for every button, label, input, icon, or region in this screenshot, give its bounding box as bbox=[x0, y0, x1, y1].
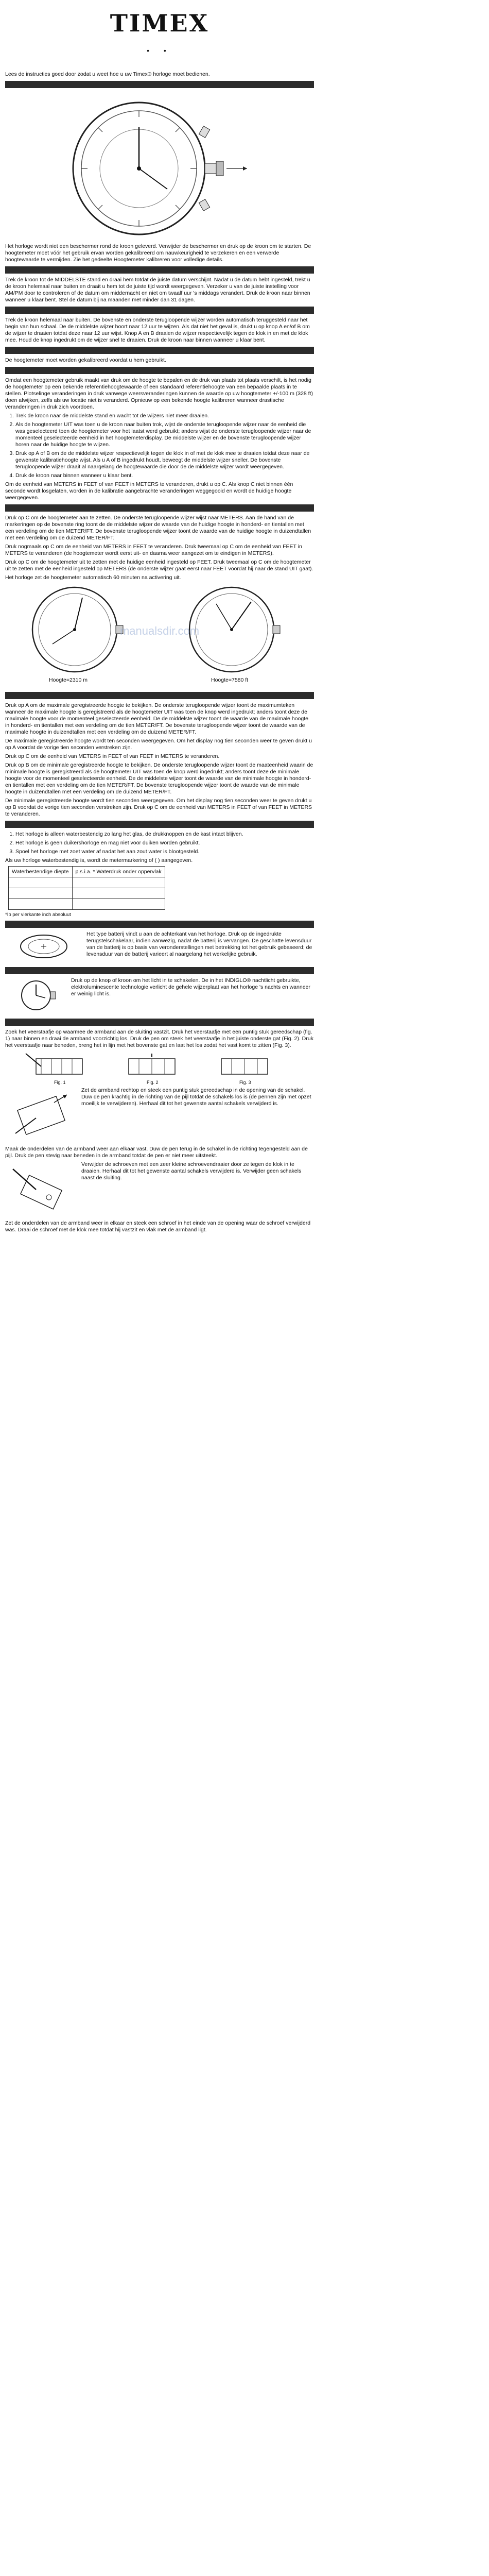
crown-text: Het horloge wordt niet een beschermer rond de kroon geleverd. Verwijder de beschermer en druk op de kroon om te starten. De hoogtemeter moet vóór het gebruik ervan worden gekalibreerd om nauwkeurigheid te verzekeren en een verwerde hoogtewaarde te vermijden. Zie het gedeelte Hoogtemeter kalibreren voor volledige details. bbox=[5, 243, 311, 263]
left-dial bbox=[32, 587, 123, 672]
water-lead: Als uw horloge waterbestendig is, wordt de metermarkering of ( ) aangegeven. bbox=[5, 857, 193, 863]
table-cell bbox=[72, 888, 165, 899]
unit-change-text: Om de eenheid van METERS in FEET of van FEET in METERS te veranderen, drukt u op C. Als knop C niet binnen één seconde wordt losgelaten, worden in de kalibratie aangebrachte veranderingen weggegooid en wordt de huidige hoogte weergegeven. bbox=[5, 481, 293, 501]
screw-section bbox=[5, 1161, 314, 1220]
watermark: manualsdir.com bbox=[119, 624, 200, 637]
band-text-2: Zet de armband rechtop en steek een puntig stuk gereedschap in de opening van de schakel. Duw de pen krachtig in de richting van de pijl totdat de schakels los is (de pennen zijn met opzet moeilijk te verwijderen). Herhaal dit tot het gewenste aantal schakels verwijderd is. bbox=[81, 1087, 311, 1107]
band-text-4: Verwijder de schroeven met een zeer kleine schroevendraaier door ze tegen de klok in te draaien. Herhaal dit tot het gewenste aantal schakels verwijderd is. Verwijder geen schakels naast de sluiting. bbox=[81, 1161, 302, 1181]
section-bar bbox=[5, 504, 314, 512]
calibration-step: 4. Druk de kroon naar binnen wanneer u klaar bent. bbox=[15, 472, 314, 479]
crown-figure bbox=[5, 91, 314, 243]
fig1-label: Fig. 1 bbox=[54, 1080, 66, 1085]
battery-section bbox=[5, 931, 314, 964]
water-col-psia: p.s.i.a. * Waterdruk onder oppervlak bbox=[72, 867, 165, 877]
max-display-text: De maximale geregistreerde hoogte wordt ten seconden weergegeven. Om het display nog tien seconden weer te geven drukt u op A voordat de vorige tien seconden verstreken zijn. bbox=[5, 738, 312, 751]
altitude-dials-illustration bbox=[5, 583, 314, 676]
fig2-label: Fig. 2 bbox=[147, 1080, 159, 1085]
water-col-depth: Waterbestendige diepte bbox=[9, 867, 73, 877]
table-cell bbox=[72, 899, 165, 910]
activate-text-3: Druk op C om de hoogtemeter uit te zetten met de huidige eenheid ingesteld op FEET. Druk tweemaal op C om de hoogtemeter uit te zetten met de eenheid ingesteld op METERS (de onderste wijzer gaat eerst naar FEET voordat hij naar de stand UIT gaat). bbox=[5, 559, 313, 572]
band-clasp-illustrations bbox=[5, 1051, 314, 1087]
activate-text-2: Druk nogmaals op C om de eenheid van METERS in FEET te veranderen. Druk tweemaal op C om de eenheid van FEET in METERS te veranderen (de hoogtemeter wordt eerst uit- en daarna weer aangezet om te eindigen in METERS). bbox=[5, 544, 302, 556]
water-resistance-table bbox=[8, 866, 165, 910]
header-dots: • • bbox=[147, 46, 172, 55]
section-bar bbox=[5, 307, 314, 314]
indiglo-watch-icon bbox=[5, 977, 67, 1013]
calibration-steps bbox=[5, 413, 314, 479]
band-figures bbox=[5, 1051, 314, 1087]
indiglo-text: Druk op de knop of kroon om het licht in te schakelen. De in het INDIGLO® nachtlicht gebruikte, elektroluminescente technologie verlicht de gehele wijzerplaat van het horloge 's nachts en wanneer er weinig licht is. bbox=[71, 977, 310, 997]
section-bar bbox=[5, 692, 314, 699]
min-display-text: De minimale geregistreerde hoogte wordt tien seconden weergegeven. Om het display nog tien seconden weer te geven drukt u op B voordat de vorige tien seconden verstreken zijn. Druk op C om de eenheid van METERS in FEET of van FEET in METERS te veranderen. bbox=[5, 798, 312, 817]
section-bar bbox=[5, 921, 314, 928]
intro-text: Lees de instructies goed door zodat u weet hoe u uw Timex® horloge moet bedienen. bbox=[5, 71, 210, 77]
altimeter-note: De hoogtemeter moet worden gekalibreerd voordat u hem gebruikt. bbox=[5, 357, 166, 363]
hands-reset-text: Trek de kroon helemaal naar buiten. De bovenste en onderste terugloopende wijzer worden automatisch teruggesteld naar het begin van hun schaal. De de middelste wijzer hoort naar 12 uur te wijzen. Als dat niet het geval is, drukt u op knop A en/of B om de wijzer te draaien totdat deze naar 12 uur wijst. Knop A en B draaien de wijzer respectievelijk tegen de klok in en met de klok mee. Houd de knop ingedrukt om de wijzer snel te draaien. Druk de kroon naar binnen wanneer u klaar bent. bbox=[5, 317, 310, 343]
table-cell bbox=[9, 877, 73, 888]
activate-text-1: Druk op C om de hoogtemeter aan te zetten. De onderste terugloopende wijzer wijst naar METERS. Aan de hand van de markeringen op de bovenste ring toont de de middelste wijzer de waarde van de huidige hoogte in honderd- en tientallen met een verdeling om de tien METER/FT. De bovenste terugloopende wijzer toont de waarde van de huidige hoogte in duizendtallen met een verdeling om de duizend METER/FT. bbox=[5, 515, 311, 541]
link-removal-section bbox=[5, 1087, 314, 1146]
calibration-step: 3. Druk op A of B om de de middelste wijzer respectievelijk tegen de klok in of met de klok mee te draaien totdat deze naar de gewenste kalibratiehoogte wijst. Als u A of B ingedrukt houdt, beweegt de middelste wijzer sneller. De bovenste terugloopende wijzer draait al naargelang de hoogtewaarde die door de de middelste wijzer wordt weergegeven. bbox=[15, 450, 314, 470]
calibration-step: 2. Als de hoogtemeter UIT was toen u de kroon naar buiten trok, wijst de onderste terugloopende wijzer naar de eenheid die was geselecteerd toen de hoogtemeter voor het laatst werd gebruikt; anders wijst de onderste terugloopende wijzer naar de momenteel geselecteerde eenheid in het hoogtemeterdisplay. De middelste wijzer en de bovenste terugloopende wijzer horen naar de huidige hoogte te wijzen. bbox=[15, 421, 314, 448]
date-time-text: Trek de kroon tot de MIDDELSTE stand en draai hem totdat de juiste datum verschijnt. Nadat u de datum hebt ingesteld, trekt u de kroon helemaal naar buiten en draait u hem tot de juiste tijd wordt weergegeven. Verzeker u van de juiste instelling voor AM/PM door te controleren of de datum om middernacht en niet om twaalf uur 's middags verandert. Druk de kroon naar binnen wanneer u klaar bent. Stel de datum bij na maanden met minder dan 31 dagen. bbox=[5, 277, 310, 303]
band-text-3: Maak de onderdelen van de armband weer aan elkaar vast. Duw de pen terug in de schakel in de richting tegengesteld aan de pijl. Druk de pen stevig naar beneden in de armband totdat de pen er niet meer uitsteekt. bbox=[5, 1146, 308, 1159]
left-dial-caption: Hoogte=2310 m bbox=[49, 677, 88, 683]
section-bar bbox=[5, 821, 314, 828]
fig1-illustration bbox=[26, 1054, 82, 1074]
auto-off-text: Het horloge zet de hoogtemeter automatisch 60 minuten na activering uit. bbox=[5, 574, 181, 581]
max-altitude-text: Druk op A om de maximale geregistreerde hoogte te bekijken. De onderste terugloopende wijzer toont de maximumteken wanneer de maximale hoogte is geregistreerd als de hoogtemeter UIT was toen de knop werd ingedrukt; anders toont deze de maximale hoogte voor de momenteel geselecteerde eenheid. De de middelste wijzer toont de waarde van de maximale hoogte in honderd- en tientallen met een verdeling om de tien METER/FT. De bovenste terugloopende wijzer toont de waarde van de maximale hoogte in duizendtallen met een verdeling om de duizend METER/FT. bbox=[5, 702, 308, 735]
min-altitude-text: Druk op B om de minimale geregistreerde hoogte te bekijken. De onderste terugloopende wijzer toont de maateenheid waarin de minimale hoogte is geregistreerd als de hoogtemeter UIT was toen de knop werd ingedrukt; anders toont deze de minimale hoogte voor de momenteel geselecteerde eenheid. De de middelste wijzer toont de waarde van de minimale hoogte in honderd- en tientallen met een verdeling om de tien METER/FT. De bovenste terugloopende wijzer toont de waarde van de minimale hoogte in duizendtallen met een verdeling om de duizend METER/FT. bbox=[5, 762, 313, 795]
brand-logo: TIMEX bbox=[110, 9, 209, 37]
max-unit-text: Druk op C om de eenheid van METERS in FEET of van FEET in METERS te veranderen. bbox=[5, 753, 220, 759]
right-dial bbox=[189, 587, 280, 672]
battery-icon bbox=[5, 931, 82, 962]
section-bar bbox=[5, 81, 314, 88]
table-cell bbox=[9, 899, 73, 910]
screwdriver-illustration bbox=[5, 1161, 77, 1218]
water-item: 1. Het horloge is alleen waterbestendig zo lang het glas, de drukknoppen en de kast intact blijven. bbox=[15, 831, 314, 838]
water-item: 3. Spoel het horloge met zoet water af nadat het aan zout water is blootgesteld. bbox=[15, 849, 314, 855]
section-bar bbox=[5, 1019, 314, 1026]
watch-crown-illustration bbox=[5, 91, 314, 243]
band-text-5: Zet de onderdelen van de armband weer in elkaar en steek een schroef in het einde van de opening waar de schroef verwijderd was. Draai de schroef met de klok mee totdat hij vastzit en vlak met de armband ligt. bbox=[5, 1220, 311, 1233]
battery-text: Het type batterij vindt u aan de achterkant van het horloge. Druk op de ingedrukte terugstelschakelaar, indien aanwezig, nadat de batterij is vervangen. De geschatte levensduur van de batterij is op basis van veronderstellingen met betrekking tot het gebruik gebaseerd; de levensduur van de batterij varieert al naargelang het werkelijke gebruik. bbox=[86, 931, 312, 957]
band-text-1: Zoek het veerstaafje op waarmee de armband aan de sluiting vastzit. Druk het veerstaafje met een puntig stuk gereedschap (fig. 1) naar binnen en draai de armband voorzichtig los. Druk de pen om steek het veerstaafje in het juiste onderste gat (Fig. 2). Druk het veerstaafje naar beneden, breng het in lijn met het bovenste gat en laat het los zodat het vast komt te zitten (Fig. 3). bbox=[5, 1029, 313, 1048]
calibration-step: 1. Trek de kroon naar de middelste stand en wacht tot de wijzers niet meer draaien. bbox=[15, 413, 314, 419]
table-cell bbox=[9, 888, 73, 899]
fig3-label: Fig. 3 bbox=[239, 1080, 251, 1085]
water-footnote: *Ib per vierkante inch absoluut bbox=[5, 912, 71, 918]
document-column bbox=[5, 0, 314, 1235]
section-bar bbox=[5, 367, 314, 374]
fig3-illustration bbox=[221, 1059, 268, 1074]
table-cell bbox=[72, 877, 165, 888]
section-bar bbox=[5, 266, 314, 274]
link-pin-illustration bbox=[5, 1087, 77, 1144]
altitude-dials-figure bbox=[5, 583, 314, 689]
section-bar bbox=[5, 967, 314, 974]
header bbox=[5, 0, 314, 71]
altimeter-calibration-intro: Omdat een hoogtemeter gebruik maakt van druk om de hoogte te bepalen en de druk van plaats tot plaats verschilt, is het nodig de hoogtemeter op een bekende referentiehoogtewaarde of een standaard referentiehoogte van een bepaalde plaats in te stellen. Plotselinge veranderingen in druk vanwege weersveranderingen kunnen de waarde op uw hoogtemeter +/-100 m (328 ft) doen afwijken, zelfs als uw locatie niet is veranderd. Opnieuw op een bekende hoogte kalibreren wanneer drastische veranderingen in druk zich voordoen. bbox=[5, 377, 313, 410]
water-resistance-list bbox=[5, 831, 314, 855]
indiglo-section bbox=[5, 977, 314, 1015]
fig2-illustration bbox=[129, 1054, 175, 1074]
right-dial-caption: Hoogte=7580 ft bbox=[211, 677, 249, 683]
section-bar bbox=[5, 347, 314, 354]
water-item: 2. Het horloge is geen duikershorloge en mag niet voor duiken worden gebruikt. bbox=[15, 840, 314, 846]
